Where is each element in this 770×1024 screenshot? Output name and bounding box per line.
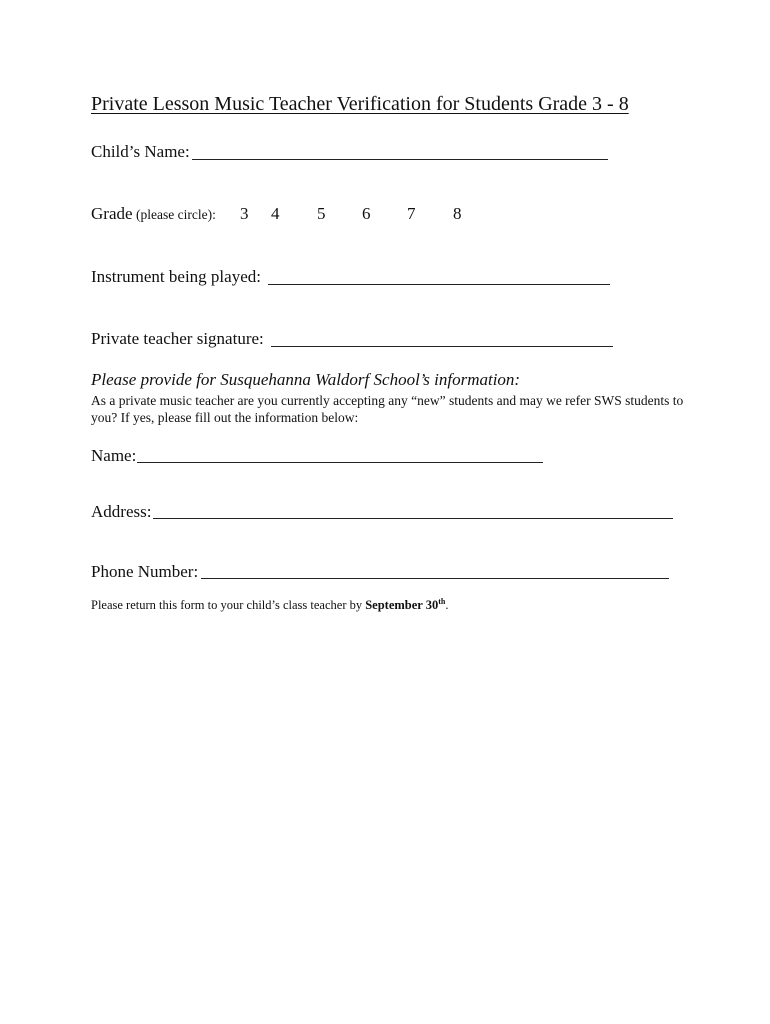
- child-name-label: Child’s Name:: [91, 142, 190, 161]
- grade-hint: (please circle):: [136, 207, 216, 222]
- info-section-heading: Please provide for Susquehanna Waldorf School’s information:: [91, 370, 521, 389]
- signature-label: Private teacher signature:: [91, 329, 264, 348]
- grade-option-5[interactable]: 5: [317, 204, 326, 223]
- grade-option-3[interactable]: 3: [240, 204, 249, 223]
- name-field[interactable]: [137, 462, 543, 463]
- grade-option-4[interactable]: 4: [271, 204, 280, 223]
- name-label: Name:: [91, 446, 137, 465]
- return-instructions-text: Please return this form to your child’s class teacher by: [91, 598, 366, 613]
- grade-option-8[interactable]: 8: [453, 204, 462, 223]
- instrument-field[interactable]: [268, 284, 610, 285]
- signature-field[interactable]: [271, 346, 613, 347]
- grade-label: Grade: [91, 204, 133, 223]
- phone-field[interactable]: [201, 578, 669, 579]
- grade-option-7[interactable]: 7: [407, 204, 416, 223]
- info-section-paragraph: As a private music teacher are you currently accepting any “new” students and may we refer SWS students to you? If yes, please fill out the information below:: [91, 393, 684, 425]
- instrument-label: Instrument being played:: [91, 267, 261, 286]
- return-instructions-end: .: [445, 598, 449, 613]
- return-deadline: September 30th: [365, 597, 446, 613]
- form-title: Private Lesson Music Teacher Verification for Students Grade 3 - 8: [91, 93, 629, 115]
- address-field[interactable]: [153, 518, 673, 519]
- return-deadline-suffix: th: [438, 597, 446, 606]
- address-label: Address:: [91, 502, 152, 521]
- return-instructions: [91, 597, 449, 613]
- grade-option-6[interactable]: 6: [362, 204, 371, 223]
- phone-label: Phone Number:: [91, 562, 199, 581]
- child-name-field[interactable]: [192, 159, 608, 160]
